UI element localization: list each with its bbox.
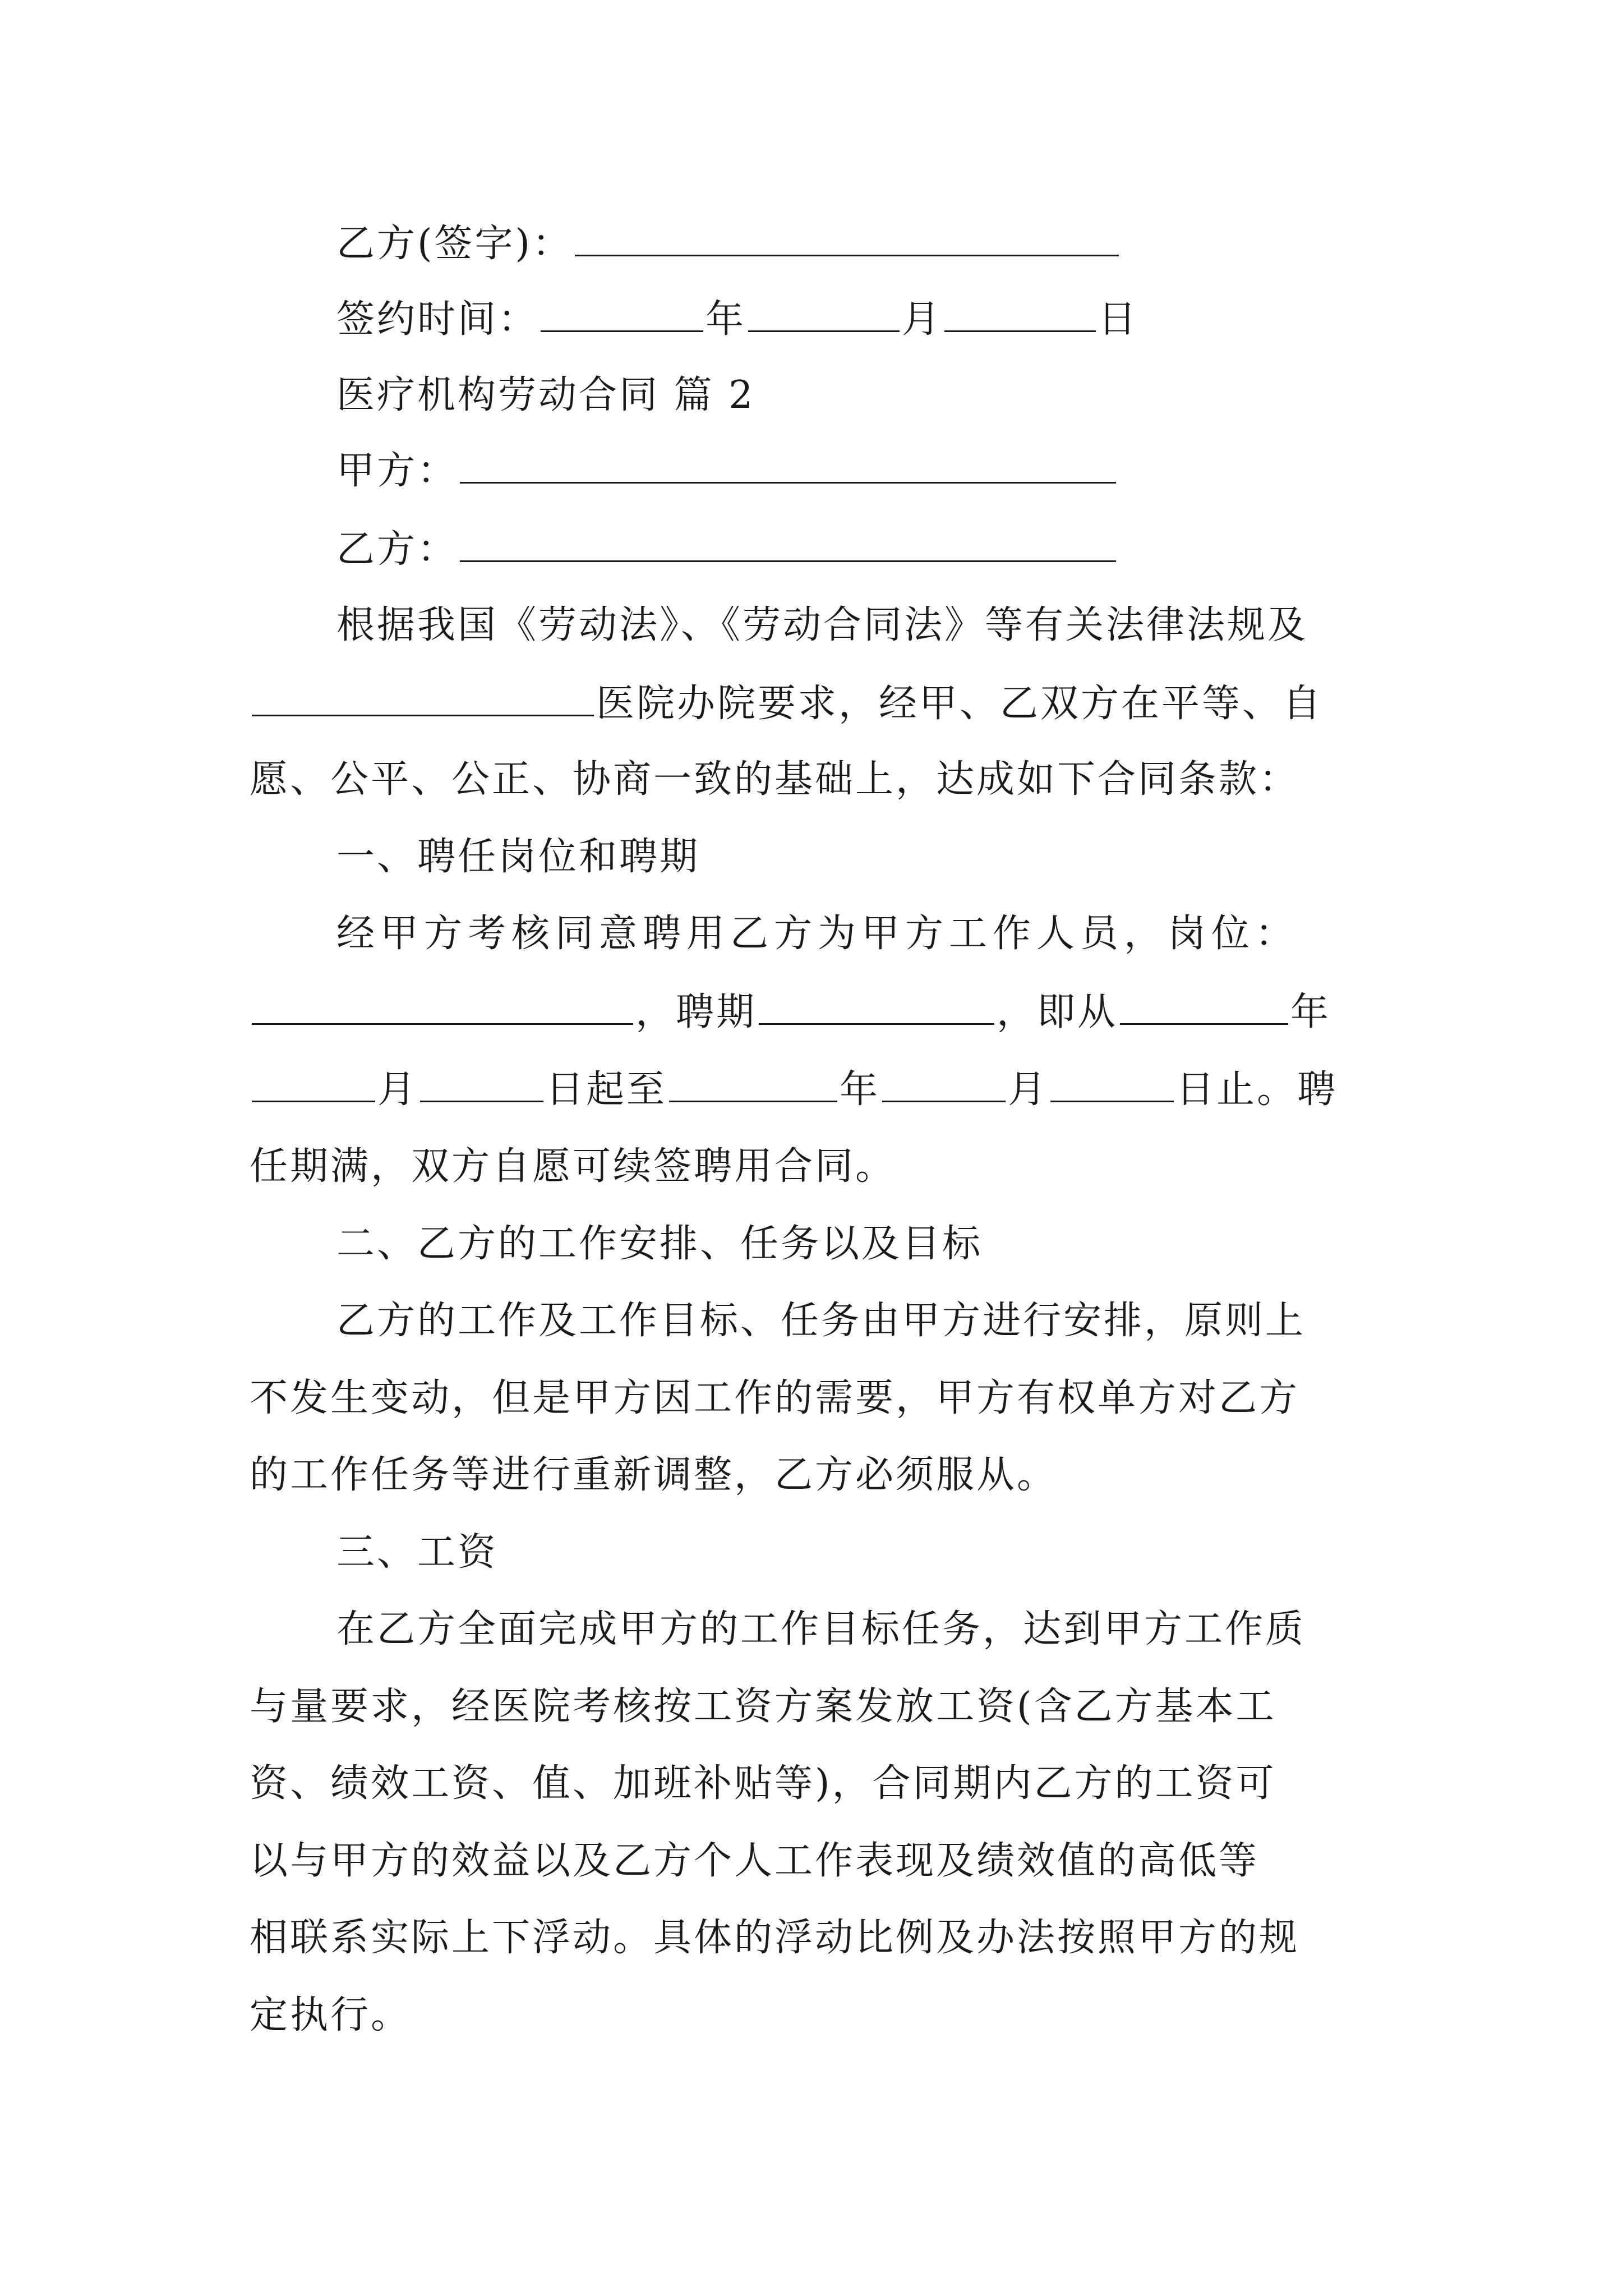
- from-label: ，即从: [997, 990, 1118, 1034]
- term-blank: [759, 990, 994, 1025]
- section-1-para-line-2: [250, 984, 1394, 1041]
- section-2-title: 二、乙方的工作安排、任务以及目标: [336, 1222, 983, 1266]
- from-year-label: 年: [1290, 990, 1331, 1034]
- hospital-name-blank: [252, 681, 594, 716]
- section-2-line-3: 的工作任务等进行重新调整，乙方必须服从。: [250, 1453, 1058, 1497]
- section-3-line-1: 在乙方全面完成甲方的工作目标任务，达到甲方工作质: [336, 1607, 1306, 1651]
- section-title-2: 医疗机构劳动合同 篇 2: [336, 373, 755, 417]
- section-1-para-line-1: 经甲方考核同意聘用乙方为甲方工作人员，岗位：: [336, 912, 1299, 956]
- section-2-line-1: 乙方的工作及工作目标、任务由甲方进行安排，原则上: [336, 1299, 1306, 1343]
- section-3-line-3: 资、绩效工资、值、加班补贴等)，合同期内乙方的工资可: [250, 1761, 1276, 1806]
- to-month-label: 月: [1008, 1068, 1049, 1112]
- section-1-title: 一、聘任岗位和聘期: [336, 835, 700, 879]
- sign-day-blank: [944, 297, 1096, 332]
- end-label: 日止。聘: [1176, 1068, 1338, 1112]
- sign-party-b-blank: [575, 221, 1119, 256]
- to-year-label: 年: [840, 1068, 880, 1112]
- position-blank: [252, 990, 633, 1025]
- sign-time-label: 签约时间：: [336, 297, 539, 342]
- to-day-blank: [1050, 1067, 1174, 1102]
- to-label: 日起至: [546, 1068, 667, 1112]
- sign-time-line: [336, 292, 1402, 348]
- intro-line-3: 愿、公平、公正、协商一致的基础上，达成如下合同条款：: [250, 757, 1300, 802]
- sign-year-blank: [541, 297, 703, 332]
- section-3-line-5: 相联系实际上下浮动。具体的浮动比例及办法按照甲方的规: [250, 1916, 1300, 1960]
- section-3-line-2: 与量要求，经医院考核按工资方案发放工资(含乙方基本工: [250, 1685, 1276, 1729]
- intro-line-2-text: 医院办院要求，经甲、乙双方在平等、自: [596, 682, 1324, 726]
- sign-party-b-label: 乙方(签字)：: [336, 222, 573, 266]
- from-year-blank: [1120, 990, 1288, 1025]
- party-a-blank: [460, 448, 1116, 484]
- sign-month-blank: [748, 297, 900, 332]
- intro-line-1: 根据我国《劳动法》、《劳动合同法》等有关法律法规及: [336, 603, 1308, 647]
- party-b-blank: [460, 527, 1116, 562]
- section-3-title: 三、工资: [336, 1530, 499, 1575]
- party-b-line: [336, 522, 1402, 578]
- section-1-para-line-4: 任期满，双方自愿可续签聘用合同。: [250, 1144, 896, 1189]
- to-year-blank: [669, 1067, 837, 1102]
- from-day-blank: [420, 1067, 543, 1102]
- from-month-label: 月: [377, 1068, 418, 1112]
- intro-line-2: [250, 676, 1394, 732]
- party-b-label: 乙方：: [336, 527, 458, 572]
- party-a-line: [336, 443, 1402, 499]
- party-a-label: 甲方：: [336, 449, 458, 493]
- section-3-line-4: 以与甲方的效益以及乙方个人工作表现及绩效值的高低等: [250, 1839, 1260, 1883]
- section-1-para-line-3: [250, 1062, 1394, 1118]
- to-month-blank: [882, 1067, 1006, 1102]
- sign-year-label: 年: [706, 297, 746, 342]
- sign-party-b-line: [336, 216, 1402, 272]
- term-label: ，聘期: [635, 990, 757, 1034]
- section-3-line-6: 定执行。: [250, 1993, 412, 2037]
- sign-day-label: 日: [1098, 297, 1139, 342]
- sign-month-label: 月: [902, 297, 943, 342]
- from-month-blank: [252, 1067, 375, 1102]
- section-2-line-2: 不发生变动，但是甲方因工作的需要，甲方有权单方对乙方: [250, 1376, 1300, 1420]
